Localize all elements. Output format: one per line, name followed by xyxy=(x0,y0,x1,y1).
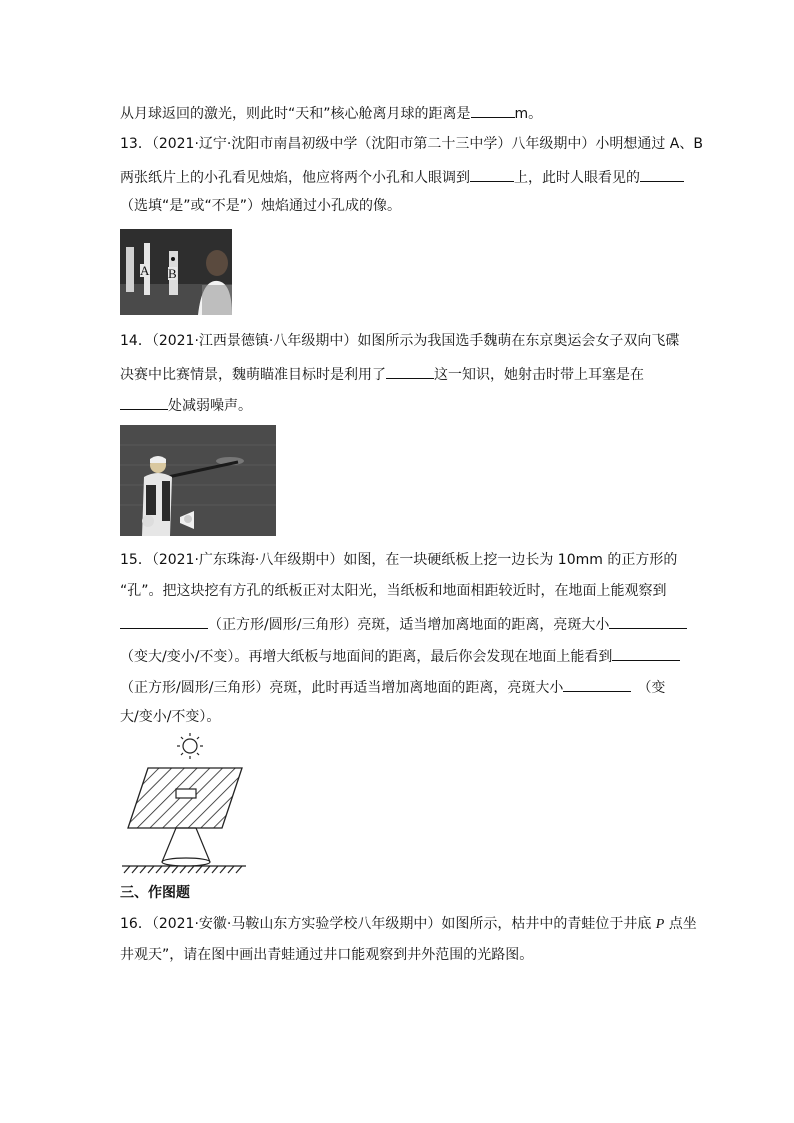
shooter-illustration xyxy=(120,425,276,536)
answer-blank[interactable] xyxy=(120,394,168,410)
answer-blank[interactable] xyxy=(640,166,684,182)
answer-blank[interactable] xyxy=(563,676,631,692)
q15-line3: （正方形/圆形/三角形）亮斑，适当增加离地面的距离，亮斑大小 xyxy=(120,613,687,635)
cardboard xyxy=(118,762,248,834)
answer-blank[interactable] xyxy=(386,363,434,379)
label-a: A xyxy=(140,263,150,278)
ground xyxy=(122,866,246,873)
q12-line1: 从月球返回的激光，则此时“天和”核心舱离月球的距离是 m。 xyxy=(120,102,542,124)
q15-line2: “孔”。把这块挖有方孔的纸板正对太阳光，当纸板和地面相距较近时，在地面上能观察到 xyxy=(120,583,667,599)
q15-line6: 大/变小/不变）。 xyxy=(120,709,221,725)
q14-line1: 14．（2021·江西景德镇·八年级期中）如图所示为我国选手魏萌在东京奥运会女子双向飞碟 xyxy=(120,333,680,349)
answer-blank[interactable] xyxy=(609,613,687,629)
q14-line2: 决赛中比赛情景，魏萌瞄准目标时是利用了 这一知识，她射击时带上耳塞是在 xyxy=(120,363,644,385)
square-hole-diagram xyxy=(118,732,248,874)
shooter-photo xyxy=(120,425,276,536)
answer-blank[interactable] xyxy=(470,166,514,182)
q16-line2: 井观天”，请在图中画出青蛙通过井口能观察到井外范围的光路图。 xyxy=(120,947,534,963)
answer-blank[interactable] xyxy=(471,102,515,118)
section-title: 三、作图题 xyxy=(120,885,190,901)
q15-line4: （变大/变小/不变）。再增大纸板与地面间的距离，最后你会发现在地面上能看到 xyxy=(120,645,680,667)
sun-icon xyxy=(177,733,203,759)
answer-blank[interactable] xyxy=(612,645,680,661)
q13-line3: （选填“是”或“不是”）烛焰通过小孔成的像。 xyxy=(120,198,402,214)
square-hole xyxy=(176,789,196,798)
answer-blank[interactable] xyxy=(120,613,208,629)
q15-line5: （正方形/圆形/三角形）亮斑，此时再适当增加离地面的距离，亮斑大小 （变 xyxy=(120,676,665,698)
label-b: B xyxy=(168,266,177,281)
q14-line3: 处减弱噪声。 xyxy=(120,394,252,416)
q15-line1: 15．（2021·广东珠海·八年级期中）如图，在一块硬纸板上挖一边长为 10mm 的正方形的 xyxy=(120,552,678,568)
light-beam xyxy=(162,828,210,866)
candle-pinhole-photo xyxy=(120,229,232,315)
q13-line1: 13．（2021·辽宁·沈阳市南昌初级中学（沈阳市第二十三中学）八年级期中）小明想通过 A、B xyxy=(120,136,703,152)
q16-line1: 16．（2021·安徽·马鞍山东方实验学校八年级期中）如图所示，枯井中的青蛙位于井底 P 点坐 xyxy=(120,916,697,932)
q13-line2: 两张纸片上的小孔看见烛焰，他应将两个小孔和人眼调到 上，此时人眼看见的 xyxy=(120,166,684,188)
